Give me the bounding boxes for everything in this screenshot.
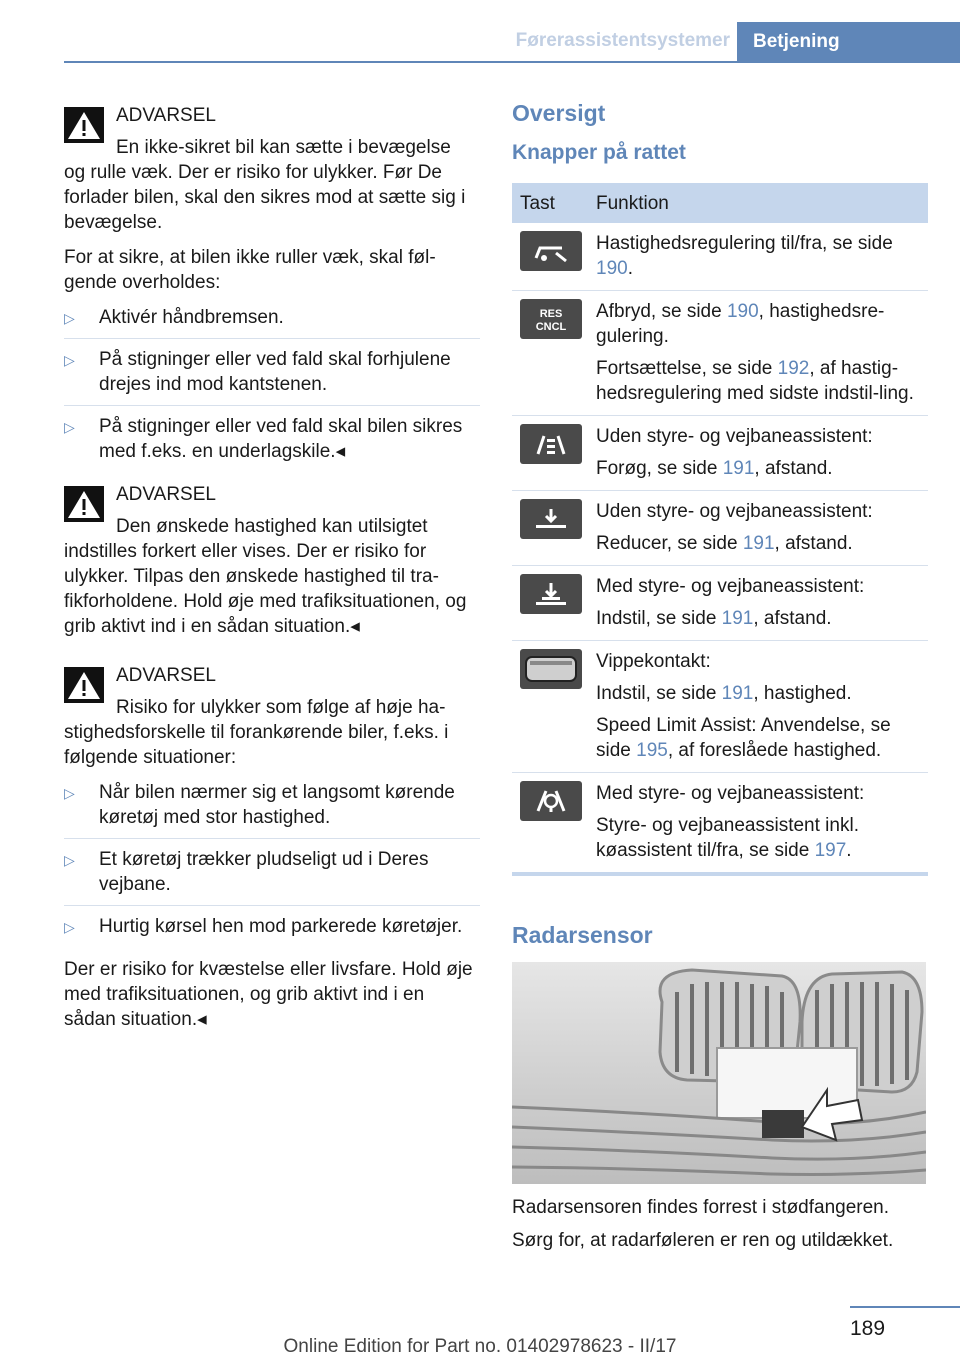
list-item-text: Aktivér håndbremsen. [99,307,284,328]
table-row [512,291,928,416]
list-item-text: Et køretøj trækker pludseligt ud i Deres vejbane. [99,849,429,895]
triangle-bullet-icon: ▷ [64,310,75,326]
page-number: 189 [850,1317,886,1340]
page-reference-link[interactable]: 195 [636,740,668,761]
function-text: Med styre- og vejbaneassistent: [596,576,865,597]
function-text: Indstil, se side 191, hastighed. [596,683,852,704]
warning-text-first: Risiko for ulykker som følge af høje ha- [116,697,446,718]
warning-text-first: Den ønskede hastighed kan utilsigtet [116,516,428,537]
key-cell [512,566,588,641]
function-cell [588,773,928,875]
warning-title: ADVARSEL [116,484,216,505]
function-text: Hastighedsregulering til/fra, se side 190. [596,233,893,279]
triangle-bullet-icon: ▷ [64,419,75,435]
list-item [64,780,480,839]
cruise-control-toggle-icon [520,231,588,278]
steering-assist-icon [520,781,588,828]
list-item [64,847,480,906]
warning-title: ADVARSEL [116,105,216,126]
function-text: Indstil, se side 191, afstand. [596,608,832,629]
column-header-key: Tast [512,183,588,223]
list-item-text: Hurtig kørsel hen mod parkerede køretøjer. [99,916,463,937]
subsection-heading: Knapper på rattet [512,141,686,164]
rocker-switch-icon [520,649,588,696]
warning-text: og rulle væk. Der er risiko for ulykker. Før De forlader bilen, skal den sikres mod at sætte sig i bevægelse. [64,162,466,233]
distance-increase-icon [520,424,588,471]
page-reference-link[interactable]: 191 [721,683,754,704]
warning-text-first: En ikke-sikret bil kan sætte i bevægelse [116,137,451,158]
warning-triangle-icon [64,486,104,522]
key-cell [512,223,588,291]
warning-block-2 [64,482,480,639]
function-text: Styre- og vejbaneassistent inkl. køassistent til/fra, se side 197. [596,815,859,861]
triangle-bullet-icon: ▷ [64,352,75,368]
section-heading: Oversigt [512,100,606,126]
section-title: Førerassistentsystemer [515,30,730,51]
steering-wheel-buttons-table [512,183,928,876]
distance-set-icon [520,574,588,621]
function-text: Vippekontakt: [596,651,711,672]
bullet-list-2 [64,780,480,947]
list-item-text: På stigninger eller ved fald skal forhjulene drejes ind mod kantstenen. [99,349,451,395]
radar-caption-2: Sørg for, at radarføleren er ren og utildækket. [512,1230,894,1251]
function-text: Forøg, se side 191, afstand. [596,458,833,479]
edition-footer: Online Edition for Part no. 01402978623 - II/17 [283,1336,677,1357]
page-reference-link[interactable]: 191 [742,533,775,554]
res-cncl-icon [520,299,588,346]
page-reference-link[interactable]: 192 [777,358,810,379]
svg-text:CNCL: CNCL [535,321,567,333]
triangle-bullet-icon: ▷ [64,785,75,801]
list-item [64,414,480,472]
triangle-bullet-icon: ▷ [64,919,75,935]
right-column [512,100,928,876]
paragraph: Der er risiko for kvæstelse eller livsfare. Hold øje med trafiksituationen, og grib aktivt ind i en sådan situation.◂ [64,959,473,1030]
key-cell [512,773,588,875]
bullet-list-1 [64,305,480,472]
left-column [64,103,480,1042]
function-text: Reducer, se side 191, afstand. [596,533,853,554]
function-cell [588,291,928,416]
paragraph: For at sikre, at bilen ikke ruller væk, skal føl-gende overholdes: [64,247,436,293]
triangle-bullet-icon: ▷ [64,852,75,868]
table-row [512,566,928,641]
function-text: Speed Limit Assist: Anvendelse, se side 195, af foreslåede hastighed. [596,715,891,761]
warning-text: stighedsforskelle til forankørende biler, f.eks. i følgende situationer: [64,722,449,768]
function-cell [588,566,928,641]
header-rule [64,61,960,63]
key-cell [512,491,588,566]
chapter-tab: Betjening [737,22,960,63]
distance-decrease-icon [520,499,588,546]
key-cell [512,416,588,491]
warning-block-3 [64,663,480,770]
function-cell [588,223,928,291]
key-cell [512,641,588,773]
table-row [512,773,928,875]
page-reference-link[interactable]: 191 [721,608,754,629]
function-cell [588,641,928,773]
list-item [64,914,480,947]
page-reference-link[interactable]: 191 [722,458,755,479]
warning-triangle-icon [64,667,104,703]
page-number-rule [850,1306,960,1308]
list-item-text: På stigninger eller ved fald skal bilen sikres med f.eks. en underlagskile.◂ [99,416,463,462]
table-header-row [512,183,928,223]
radar-heading: Radarsensor [512,922,653,948]
warning-text: indstilles forkert eller vises. Der er risiko for ulykker. Tilpas den ønskede hastighed til tra-fikforholdene. Hold øje med trafiksituationen, og grib aktivt ind i en sådan situation.◂ [64,541,467,637]
function-text: Afbryd, se side 190, hastighedsre-gulering. [596,301,885,347]
function-text: Uden styre- og vejbaneassistent: [596,501,873,522]
page-reference-link[interactable]: 190 [596,258,628,279]
radar-caption-1: Radarsensoren findes forrest i stødfangeren. [512,1197,890,1218]
function-cell [588,491,928,566]
svg-text:RES: RES [539,308,563,320]
function-cell [588,416,928,491]
warning-block-1 [64,103,480,235]
warning-triangle-icon [64,107,104,143]
page-reference-link[interactable]: 190 [726,301,759,322]
list-item [64,347,480,406]
function-text: Med styre- og vejbaneassistent: [596,783,865,804]
list-item [64,305,480,339]
warning-title: ADVARSEL [116,665,216,686]
list-item-text: Når bilen nærmer sig et langsomt kørende køretøj med stor hastighed. [99,782,455,828]
radar-sensor-photo [512,962,926,1184]
key-cell [512,291,588,416]
table-row [512,416,928,491]
column-header-function: Funktion [588,183,928,223]
function-text: Uden styre- og vejbaneassistent: [596,426,873,447]
page-reference-link[interactable]: 197 [814,840,847,861]
table-row [512,641,928,773]
table-row [512,223,928,291]
function-text: Fortsættelse, se side 192, af hastig-hedsregulering med sidste indstil-ling. [596,358,914,404]
table-row [512,491,928,566]
